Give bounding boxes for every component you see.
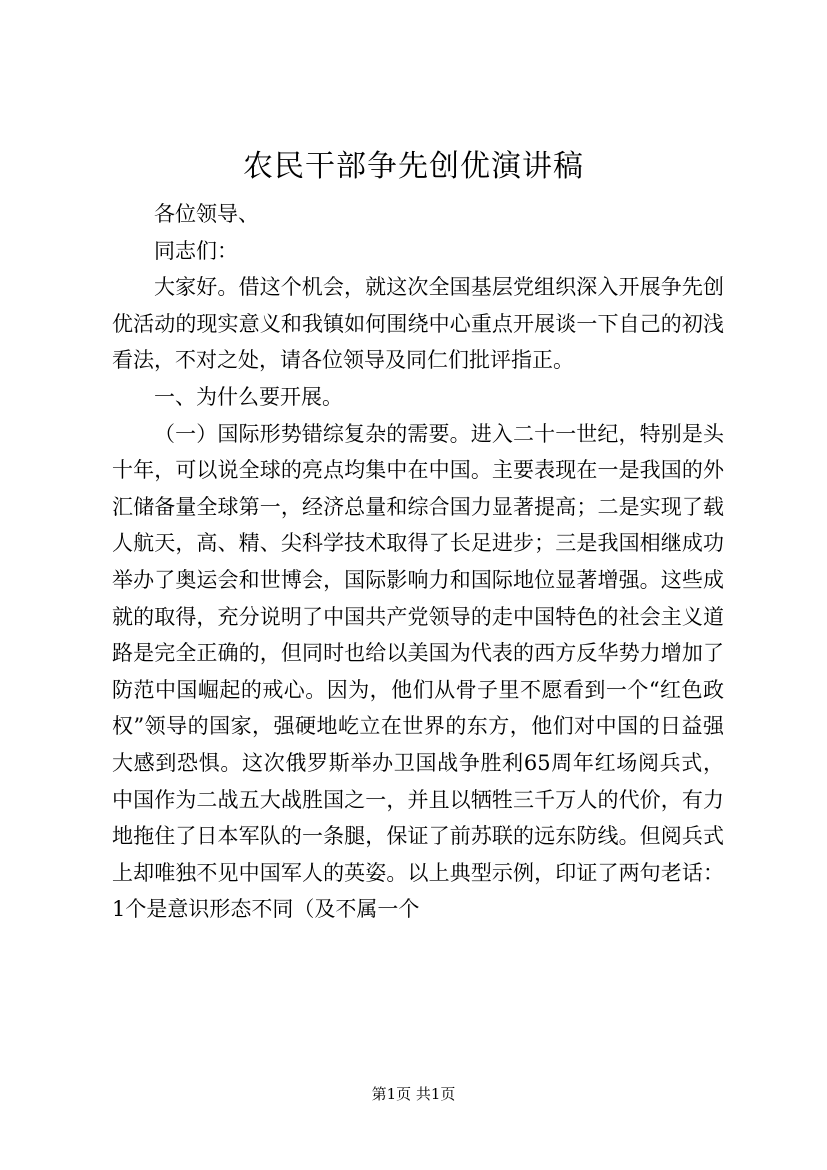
page-footer: 第1页 共1页 xyxy=(371,1085,456,1103)
salutation-leaders: 各位领导、 xyxy=(154,202,259,226)
document-title: 农民干部争先创优演讲稿 xyxy=(243,149,584,184)
opening-paragraph: 大家好。借这个机会，就这次全国基层党组织深入开展争先创优活动的现实意义和我镇如何围绕中心重点开展谈一下自己的初浅看法，不对之处，请各位领导及同仁们批评指正。 xyxy=(112,275,724,373)
section-heading-1: 一、为什么要开展。 xyxy=(154,384,343,409)
subsection-paragraph-1: （一）国际形势错综复杂的需要。进入二十一世纪，特别是头十年，可以说全球的亮点均集中在中国。主要表现在一是我国的外汇储备量全球第一，经济总量和综合国力显著提高；二是实现了载人航天，高、精、尖科学技术取得了长足进步；三是我国相继成功举办了奥运会和世博会，国际影响力和国际地位显著增强。这些成就的取得，充分说明了中国共产党领导的走中国特色的社会主义道路是完全正确的，但同时也给以美国为代表的西方反华势力增加了防范中国崛起的戒心。因为，他们从骨子里不愿看到一个“红色政权”领导的国家，强硬地屹立在世界的东方，他们对中国的日益强大感到恐惧。这次俄罗斯举办卫国战争胜利65周年红场阅兵式，中国作为二战五大战胜国之一，并且以牺牲三千万人的代价，有力地拖住了日本军队的一条腿，保证了前苏联的远东防线。但阅兵式上却唯独不见中国军人的英姿。以上典型示例，印证了两句老话：1个是意识形态不同（及不属一个 xyxy=(112,421,724,922)
document-body xyxy=(112,196,724,928)
salutation-comrades: 同志们： xyxy=(154,238,238,263)
